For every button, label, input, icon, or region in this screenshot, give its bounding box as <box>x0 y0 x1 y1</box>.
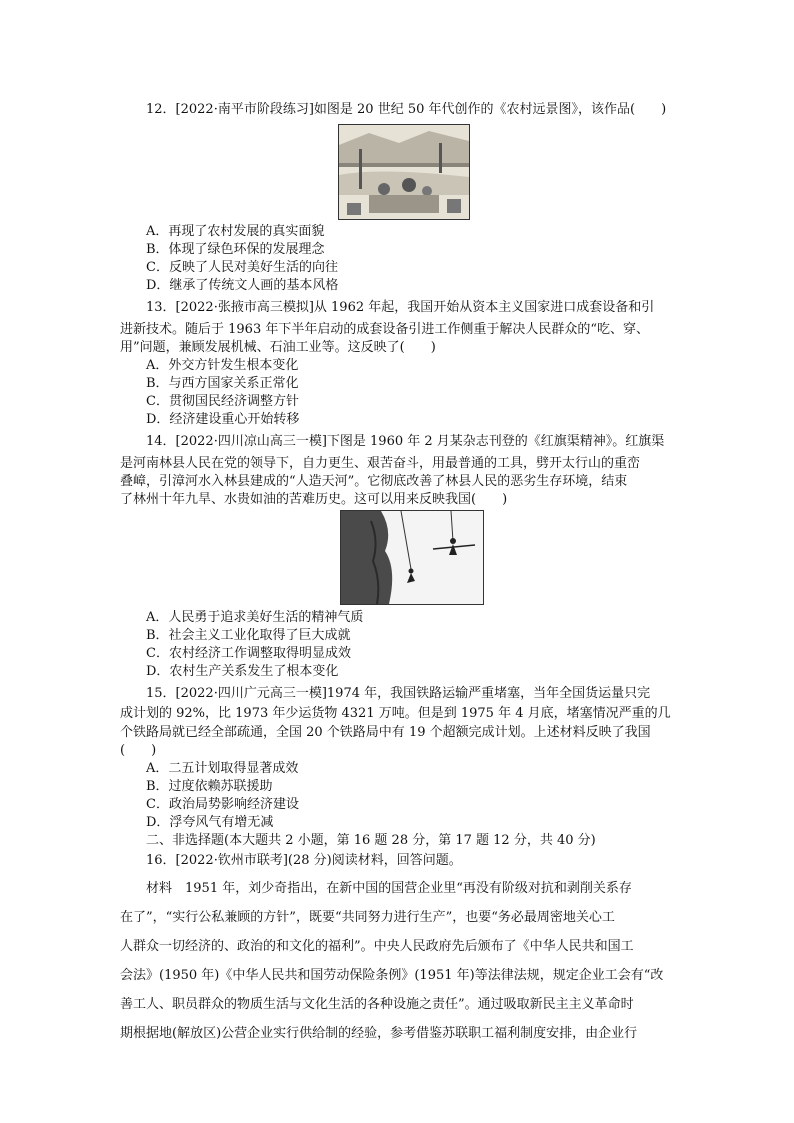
material-line2: 在了”，“实行公私兼顾的方针”，既要“共同努力进行生产”，也要“务必最周密地关心工 <box>120 910 615 925</box>
section-2-heading: 二、非选择题(本大题共 2 小题，第 16 题 28 分，第 17 题 12 分，共 40 分) <box>146 833 596 848</box>
q14-stem-line2: 是河南林县人民在党的领导下，自力更生、艰苦奋斗，用最普通的工具，劈开太行山的重峦 <box>120 456 641 471</box>
rural-vision-painting <box>338 124 470 220</box>
q13-option-c: C．贯彻国民经济调整方针 <box>146 394 299 409</box>
q13-option-d: D．经济建设重心开始转移 <box>146 412 300 427</box>
q12-option-d: D．继承了传统文人画的基本风格 <box>146 278 339 293</box>
material-line5: 善工人、职员群众的物质生活与文化生活的各种设施之责任”。通过吸取新民主主义革命时 <box>120 997 634 1012</box>
q14-option-d: D．农村生产关系发生了根本变化 <box>146 664 339 679</box>
q16-stem: 16．[2022·钦州市联考](28 分)阅读材料，回答问题。 <box>146 853 462 868</box>
material-line4: 会法》(1950 年)《中华人民共和国劳动保险条例》(1951 年)等法律法规，规定企业工会有“改 <box>120 968 664 983</box>
q14-option-c: C．农村经济工作调整取得明显成效 <box>146 646 351 661</box>
q15-option-c: C．政治局势影响经济建设 <box>146 797 299 812</box>
q14-stem-line4: 了林州十年九旱、水贵如油的苦难历史。这可以用来反映我国( ) <box>120 492 508 507</box>
red-flag-canal-illustration <box>340 510 484 605</box>
q14-stem-line1: 14．[2022·四川凉山高三一模]下图是 1960 年 2 月某杂志刊登的《红旗渠精神》。红旗渠 <box>146 434 665 449</box>
q13-stem-line1: 13．[2022·张掖市高三模拟]从 1962 年起，我国开始从资本主义国家进口成套设备和引 <box>146 300 655 315</box>
q15-stem-line3: 个铁路局就已经全部疏通，全国 20 个铁路局中有 19 个超额完成计划。上述材料反映了我国 <box>120 725 651 740</box>
q15-stem-line4: ( ) <box>120 743 157 758</box>
material-line1: 材料 1951 年，刘少奇指出，在新中国的国营企业里“再没有阶级对抗和剥削关系存 <box>146 881 632 896</box>
q14-option-b: B．社会主义工业化取得了巨大成就 <box>146 628 351 643</box>
painting-image <box>339 125 469 219</box>
material-line6: 期根据地(解放区)公营企业实行供给制的经验，参考借鉴苏联职工福利制度安排，由企业行 <box>120 1026 638 1041</box>
q15-stem-line1: 15．[2022·四川广元高三一模]1974 年，我国铁路运输严重堵塞，当年全国货运量只完 <box>146 686 651 701</box>
q13-option-a: A．外交方针发生根本变化 <box>146 358 299 373</box>
q13-stem-line3: 用”问题，兼顾发展机械、石油工业等。这反映了( ) <box>120 340 436 355</box>
illustration-image <box>341 511 483 604</box>
q15-option-a: A．二五计划取得显著成效 <box>146 761 299 776</box>
q12-stem: 12．[2022·南平市阶段练习]如图是 20 世纪 50 年代创作的《农村远景图》，该作品( ) <box>146 102 667 117</box>
q13-option-b: B．与西方国家关系正常化 <box>146 376 299 391</box>
q15-option-b: B．过度依赖苏联援助 <box>146 779 273 794</box>
q14-option-a: A．人民勇于追求美好生活的精神气质 <box>146 610 364 625</box>
q12-option-a: A．再现了农村发展的真实面貌 <box>146 224 325 239</box>
q15-stem-line2: 成计划的 92%，比 1973 年少运货物 4321 万吨。但是到 1975 年 4 月底，堵塞情况严重的几 <box>120 706 671 721</box>
q13-stem-line2: 进新技术。随后于 1963 年下半年启动的成套设备引进工作侧重于解决人民群众的“吃、穿、 <box>120 322 649 337</box>
q15-option-d: D．浮夸风气有增无减 <box>146 815 274 830</box>
q12-option-c: C．反映了人民对美好生活的向往 <box>146 260 338 275</box>
q14-stem-line3: 叠嶂，引漳河水入林县建成的“人造天河”。它彻底改善了林县人民的恶劣生存环境，结束 <box>120 474 628 489</box>
q12-option-b: B．体现了绿色环保的发展理念 <box>146 242 325 257</box>
material-line3: 人群众一切经济的、政治的和文化的福利”。中央人民政府先后颁布了《中华人民共和国工 <box>120 939 634 954</box>
